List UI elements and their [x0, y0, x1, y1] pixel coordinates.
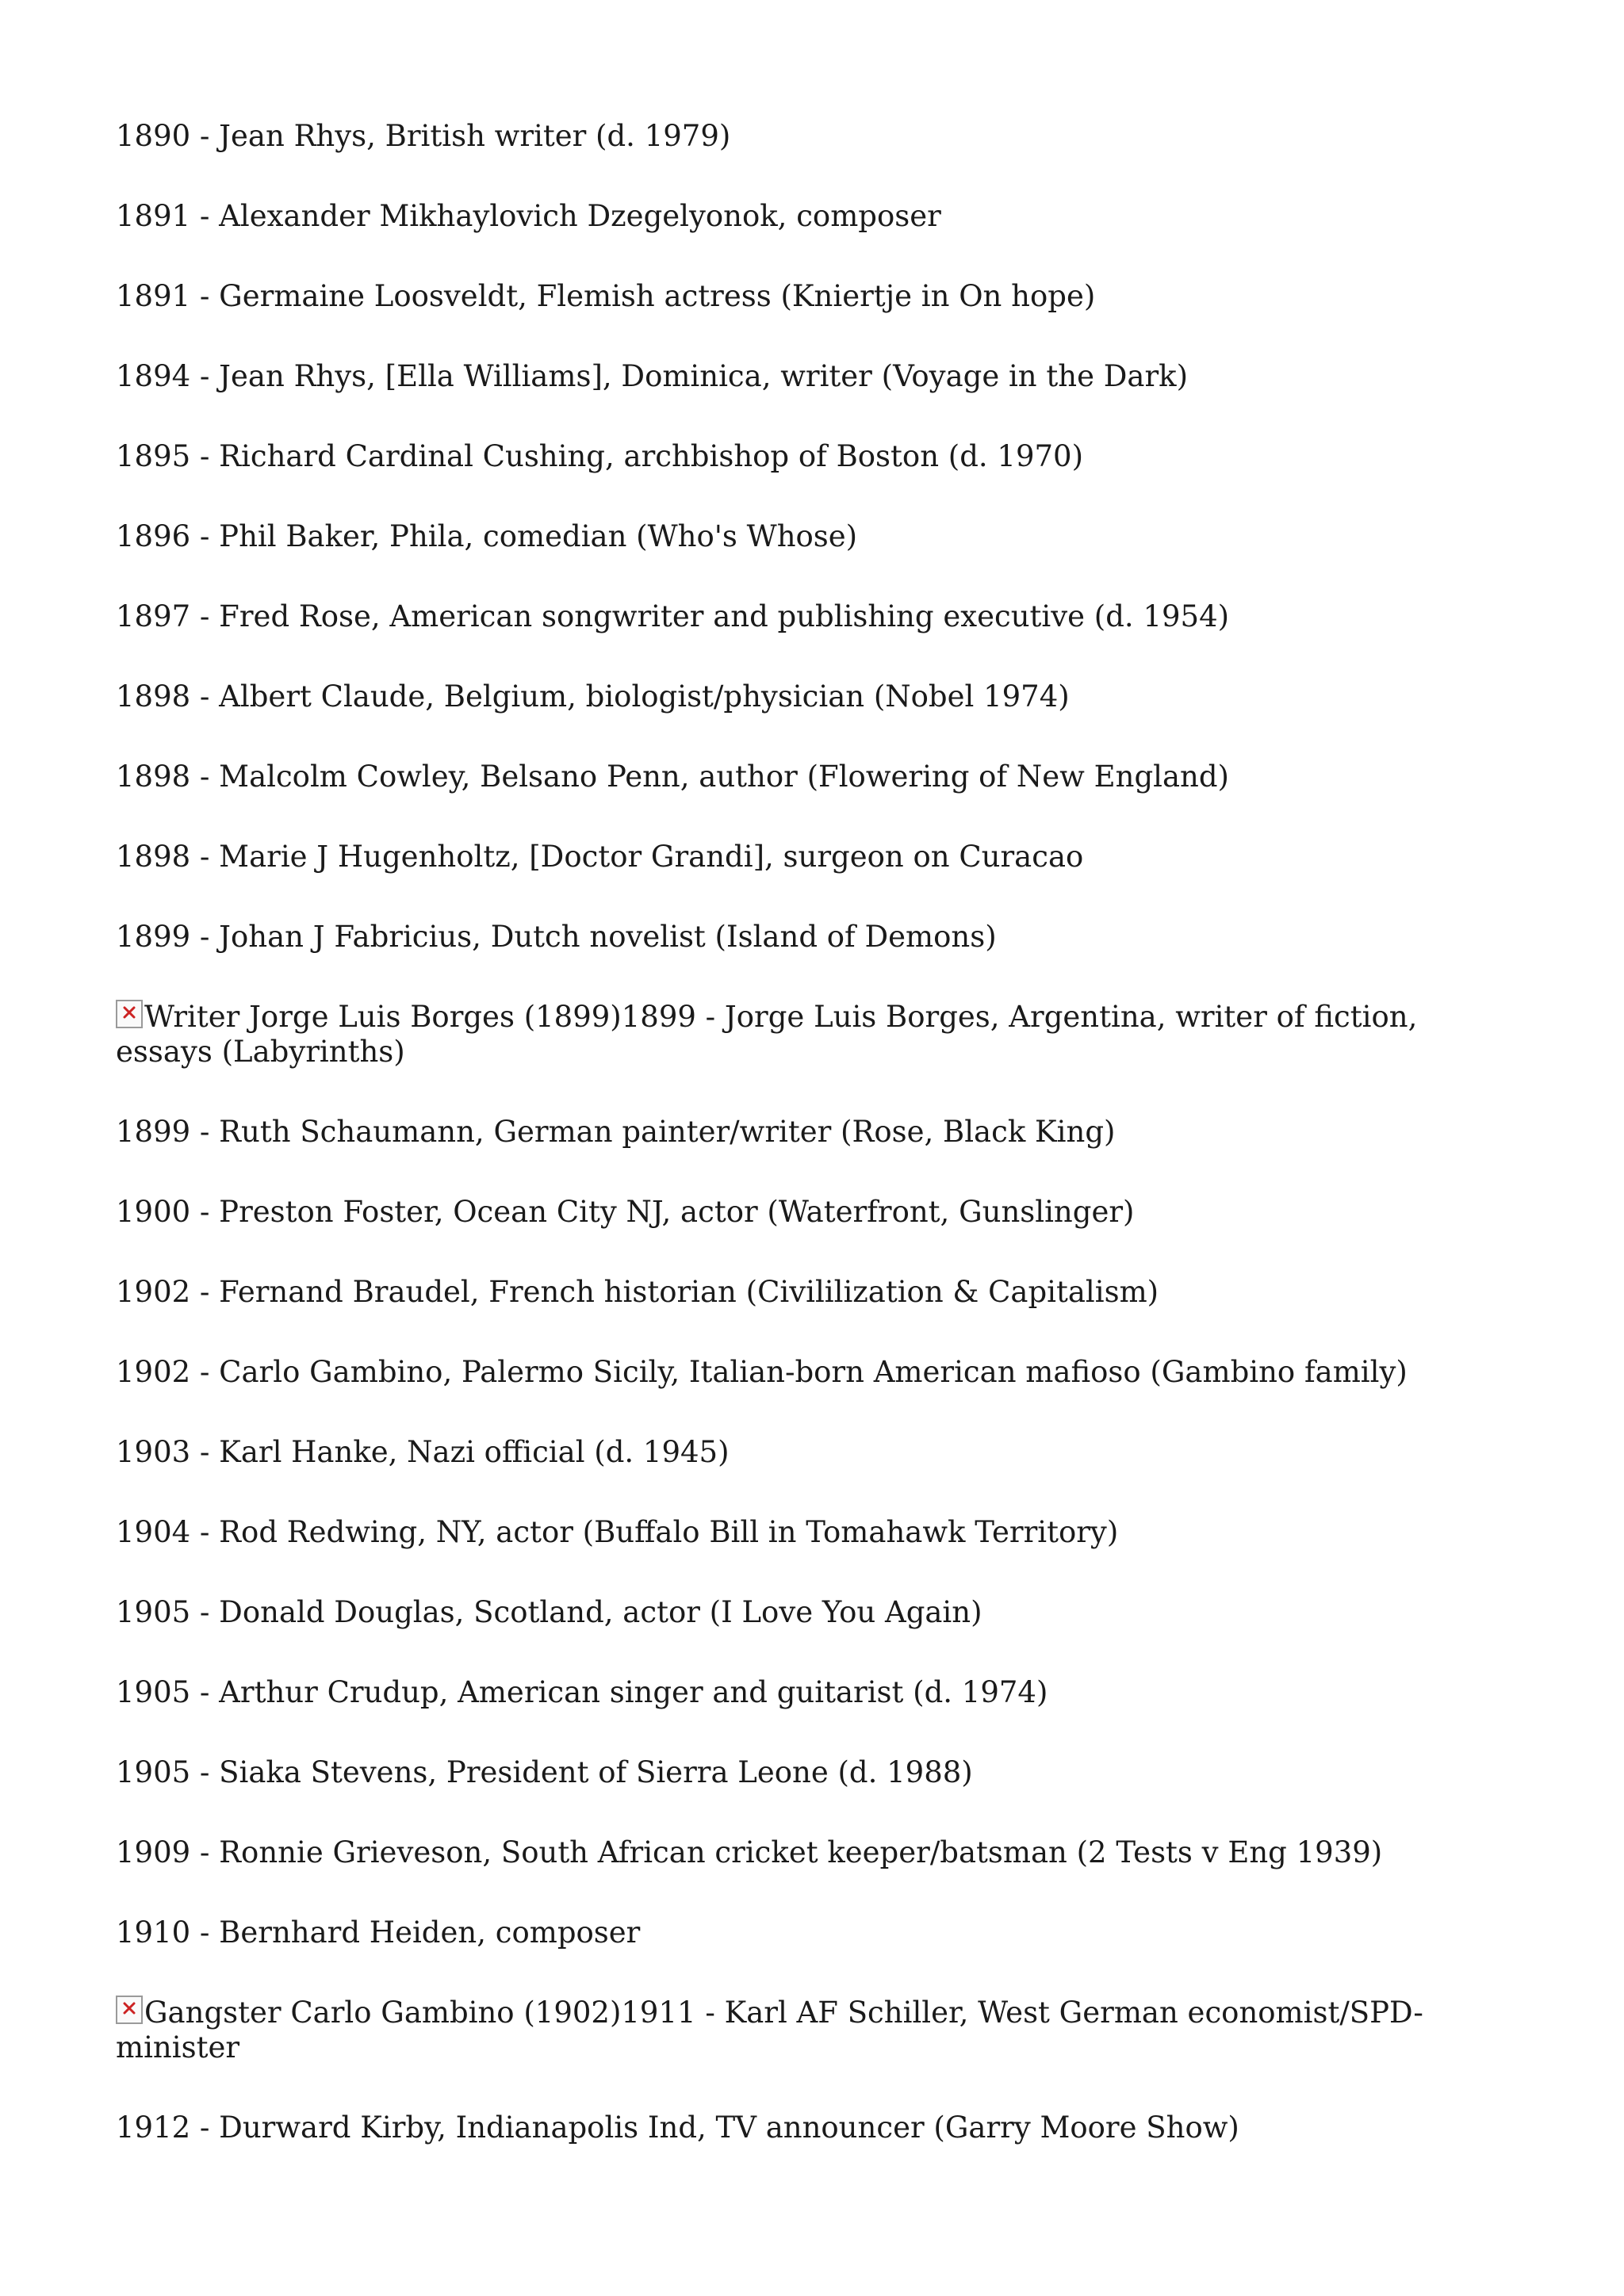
list-item	[116, 439, 1511, 474]
entry-text: 1898 - Albert Claude, Belgium, biologist/physician (Nobel 1974)	[116, 679, 1070, 714]
list-item	[116, 679, 1511, 714]
list-item	[116, 2110, 1511, 2145]
list-item	[116, 1755, 1511, 1790]
entry-text: 1902 - Fernand Braudel, French historian (Civililization & Capitalism)	[116, 1275, 1159, 1309]
list-item	[116, 1115, 1511, 1150]
list-item	[116, 1835, 1511, 1870]
list-item	[116, 279, 1511, 314]
entry-text: 1896 - Phil Baker, Phila, comedian (Who's Whose)	[116, 519, 858, 553]
entry-text: 1899 - Ruth Schaumann, German painter/writer (Rose, Black King)	[116, 1115, 1116, 1149]
entry-text: 1911 - Karl AF Schiller, West German economist/SPD-minister	[116, 1996, 1423, 2064]
list-item	[116, 199, 1511, 234]
entry-text: 1905 - Arthur Crudup, American singer and guitarist (d. 1974)	[116, 1675, 1048, 1709]
entry-text: 1910 - Bernhard Heiden, composer	[116, 1915, 641, 1950]
entry-text: 1900 - Preston Foster, Ocean City NJ, actor (Waterfront, Gunslinger)	[116, 1195, 1135, 1229]
entry-text: 1898 - Marie J Hugenholtz, [Doctor Grandi], surgeon on Curacao	[116, 840, 1084, 874]
list-item	[116, 1275, 1511, 1310]
entry-text: 1904 - Rod Redwing, NY, actor (Buffalo Bill in Tomahawk Territory)	[116, 1515, 1119, 1549]
entry-text: 1909 - Ronnie Grieveson, South African cricket keeper/batsman (2 Tests v Eng 1939)	[116, 1835, 1383, 1869]
entry-text: 1895 - Richard Cardinal Cushing, archbishop of Boston (d. 1970)	[116, 439, 1084, 473]
birth-list	[116, 119, 1511, 2191]
broken-image-icon	[116, 1996, 143, 2024]
entry-text: 1912 - Durward Kirby, Indianapolis Ind, TV announcer (Garry Moore Show)	[116, 2110, 1239, 2145]
list-item	[116, 1355, 1511, 1390]
image-alt-text: Gangster Carlo Gambino (1902)	[144, 1996, 622, 2030]
list-item	[116, 840, 1511, 874]
list-item	[116, 519, 1511, 554]
list-item	[116, 599, 1511, 634]
entry-text: 1890 - Jean Rhys, British writer (d. 1979)	[116, 119, 731, 153]
image-alt-text: Writer Jorge Luis Borges (1899)	[144, 1000, 622, 1034]
list-item	[116, 1915, 1511, 1950]
list-item-with-image	[116, 1996, 1511, 2065]
list-item	[116, 920, 1511, 955]
entry-text: 1899 - Jorge Luis Borges, Argentina, writer of fiction, essays (Labyrinths)	[116, 1000, 1418, 1069]
entry-text: 1902 - Carlo Gambino, Palermo Sicily, Italian-born American mafioso (Gambino family)	[116, 1355, 1408, 1389]
entry-text: 1903 - Karl Hanke, Nazi official (d. 1945)	[116, 1435, 730, 1469]
list-item-with-image	[116, 1000, 1511, 1070]
list-item	[116, 1595, 1511, 1630]
list-item	[116, 1195, 1511, 1230]
entry-text: 1905 - Donald Douglas, Scotland, actor (I Love You Again)	[116, 1595, 982, 1629]
entry-text: 1898 - Malcolm Cowley, Belsano Penn, author (Flowering of New England)	[116, 760, 1229, 794]
list-item	[116, 760, 1511, 794]
entry-text: 1897 - Fred Rose, American songwriter and publishing executive (d. 1954)	[116, 599, 1230, 633]
entry-text: 1891 - Germaine Loosveldt, Flemish actress (Kniertje in On hope)	[116, 279, 1096, 313]
broken-image-icon	[116, 1000, 143, 1028]
entry-text: 1891 - Alexander Mikhaylovich Dzegelyonok, composer	[116, 199, 941, 233]
entry-text: 1894 - Jean Rhys, [Ella Williams], Dominica, writer (Voyage in the Dark)	[116, 359, 1189, 393]
list-item	[116, 119, 1511, 154]
list-item	[116, 359, 1511, 394]
entry-text: 1905 - Siaka Stevens, President of Sierra Leone (d. 1988)	[116, 1755, 973, 1789]
entry-text: 1899 - Johan J Fabricius, Dutch novelist (Island of Demons)	[116, 920, 997, 954]
list-item	[116, 1515, 1511, 1550]
list-item	[116, 1435, 1511, 1470]
list-item	[116, 1675, 1511, 1710]
